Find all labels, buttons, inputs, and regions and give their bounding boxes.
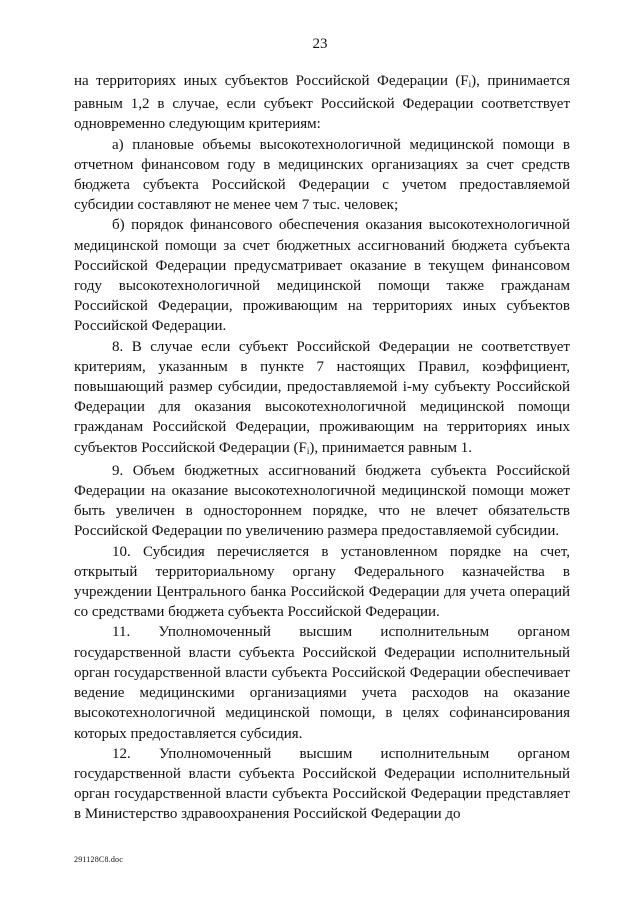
- paragraph-text: б) порядок финансового обеспечения оказания высокотехнологичной медицинской помощи за счет бюджетных ассигнований бюджета субъекта Российской Федерации предусматривает оказание в текущем финансовом году высокотехнологичной медицинской помощи также гражданам Российской Федерации, проживающим на территориях иных субъектов Российской Федерации.: [74, 217, 570, 335]
- document-body: [74, 71, 570, 825]
- paragraph-text: 9. Объем бюджетных ассигнований бюджета субъекта Российской Федерации на оказание высокотехнологичной медицинской помощи может быть увеличен в одностороннем порядке, что не влечет обязательств Российской Федерации по увеличению размера предоставляемой субсидии.: [74, 462, 570, 540]
- subscript: i: [306, 445, 310, 456]
- footer-filename: 291128C8.doc: [74, 855, 123, 864]
- paragraph: [74, 461, 570, 542]
- paragraph: [74, 744, 570, 825]
- paragraph: [74, 542, 570, 623]
- paragraph: [74, 71, 570, 135]
- paragraph: [74, 215, 570, 336]
- page-number: 23: [312, 36, 328, 52]
- paragraph-text-cont: ), принимается равным 1.: [309, 439, 473, 456]
- paragraph-text: на территориях иных субъектов Российской Федерации (F: [74, 73, 469, 89]
- paragraph: [74, 622, 570, 743]
- paragraph-text: 11. Уполномоченный высшим исполнительным органом государственной власти субъекта Российской Федерации исполнительный орган государственной власти субъекта Российской Федерации обеспечивает ведение медицинскими организациями учета расходов на оказание высокотехнологичной медицинской помощи, в целях софинансирования которых предоставляется субсидия.: [74, 624, 570, 742]
- paragraph-text: 8. В случае если субъект Российской Федерации не соответствует критериям, указанным в пункте 7 настоящих Правил, коэффициент, повышающий размер субсидии, предоставляемой i-му субъекту Российской Федерации для оказания высокотехнологичной медицинской помощи гражданам Российской Федерации, проживающим на территориях иных субъектов Российской Федерации (F: [74, 338, 570, 456]
- paragraph-text: а) плановые объемы высокотехнологичной медицинской помощи в отчетном финансовом году в медицинских организациях за счет средств бюджета субъекта Российской Федерации с учетом предоставляемой субсидии составляют не менее чем 7 тыс. человек;: [74, 136, 570, 214]
- paragraph-text: 10. Субсидия перечисляется в установленном порядке на счет, открытый территориальному органу Федерального казначейства в учреждении Центрального банка Российской Федерации для учета операций со средствами бюджета субъекта Российской Федерации.: [74, 543, 570, 621]
- paragraph: [74, 337, 570, 461]
- paragraph-text: 12. Уполномоченный высшим исполнительным органом государственной власти субъекта Российской Федерации исполнительный орган государственной власти субъекта Российской Федерации представляет в Министерство здравоохранения Российской Федерации до: [74, 745, 570, 823]
- paragraph-text-cont: ), принимается равным 1,2 в случае, если субъект Российской Федерации соответствует одновременно следующим критериям:: [74, 73, 570, 133]
- subscript: i: [468, 79, 472, 89]
- paragraph: [74, 135, 570, 216]
